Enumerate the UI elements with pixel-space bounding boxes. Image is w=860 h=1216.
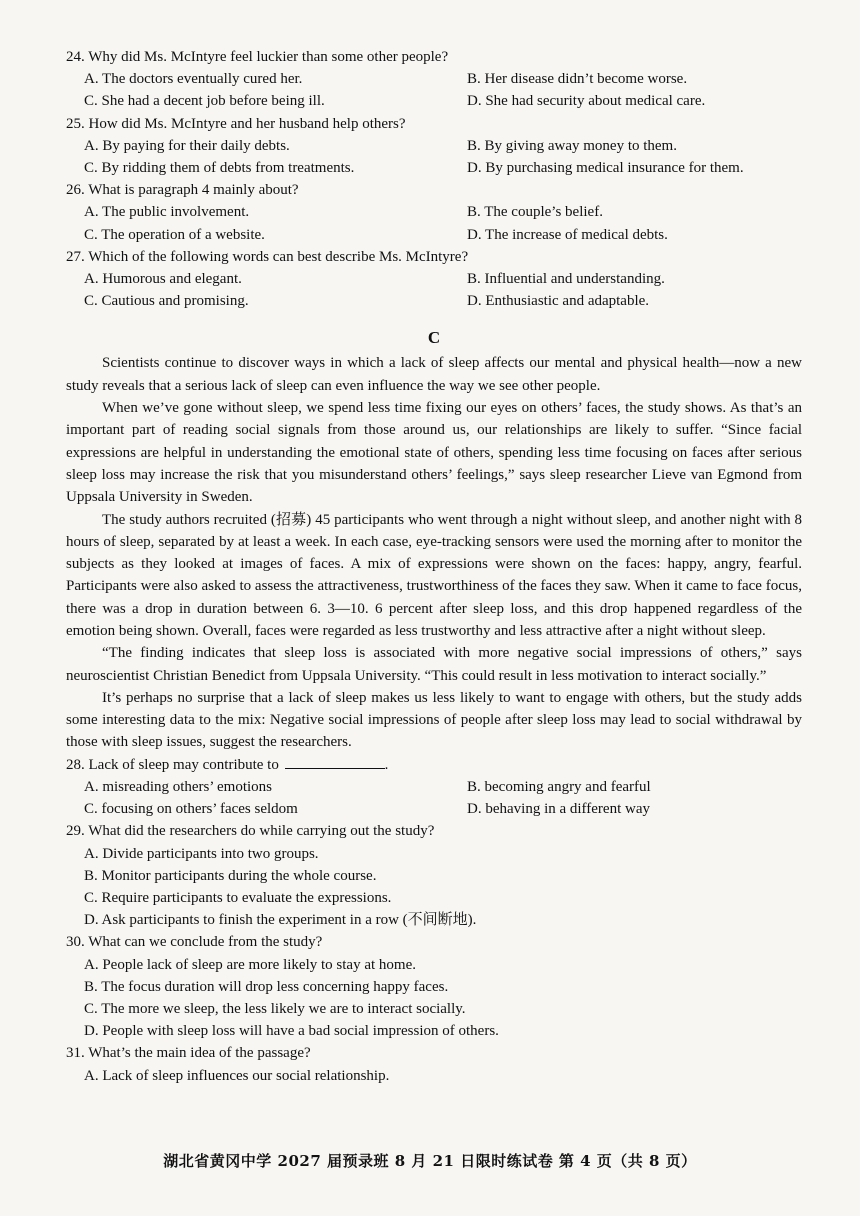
passage-paragraph-1: Scientists continue to discover ways in which a lack of sleep affects our mental and physical health—now a new study reveals that a serious lack of sleep can even influence the way we see other people. bbox=[66, 355, 802, 394]
question-26-option-c: C. The operation of a website. bbox=[84, 226, 265, 243]
question-25-stem: 25. How did Ms. McIntyre and her husband help others? bbox=[66, 115, 406, 132]
passage-paragraph-3: The study authors recruited (招募) 45 participants who went through a night without sleep, and another night with 8 hours of sleep, separated by at least a week. In each case, eye-tracking sensors were used the morning after to monitor the subjects as they looked at images of faces. A mix of expressions were shown on the faces: happy, angry, fearful. Participants were also asked to assess the attractiveness, trustworthiness of the faces they saw. When it came to face focus, there was a drop in duration between 6. 3—10. 6 percent after sleep loss, and this drop happened regardless of the emotion being shown. Overall, faces were regarded as less trustworthy and less attractive after a night without sleep. bbox=[66, 511, 802, 639]
section-heading: C bbox=[427, 328, 441, 348]
question-29-stem: 29. What did the researchers do while carrying out the study? bbox=[66, 823, 435, 840]
question-28-option-b: B. becoming angry and fearful bbox=[467, 778, 651, 795]
question-24-option-c: C. She had a decent job before being ill. bbox=[84, 93, 325, 110]
question-27-option-b: B. Influential and understanding. bbox=[467, 271, 665, 288]
question-26-option-b: B. The couple’s belief. bbox=[467, 204, 603, 221]
passage-paragraph-4: “The finding indicates that sleep loss is associated with more negative social impressions of others,” says neuroscientist Christian Benedict from Uppsala University. “This could result in less motivation to interact socially.” bbox=[66, 645, 802, 684]
question-29-option-c: C. Require participants to evaluate the expressions. bbox=[84, 890, 392, 906]
question-30-option-b: B. The focus duration will drop less concerning happy faces. bbox=[84, 978, 449, 995]
question-26-option-d: D. The increase of medical debts. bbox=[467, 226, 668, 243]
question-25-option-b: B. By giving away money to them. bbox=[467, 137, 677, 154]
question-25-option-c: C. By ridding them of debts from treatments. bbox=[84, 160, 355, 177]
question-25-options bbox=[84, 135, 802, 179]
question-28-stem-text: 28. Lack of sleep may contribute to bbox=[66, 756, 279, 773]
question-30-stem: 30. What can we conclude from the study? bbox=[66, 934, 323, 951]
question-30-option-c: C. The more we sleep, the less likely we are to interact socially. bbox=[84, 1001, 466, 1018]
answer-blank bbox=[285, 756, 385, 769]
question-24-option-a: A. The doctors eventually cured her. bbox=[84, 71, 303, 88]
passage-paragraph-2: When we’ve gone without sleep, we spend less time fixing our eyes on others’ faces, the study shows. As that’s an important part of reading social signals from those around us, our relationships are likely to suffer. “Since facial expressions are helpful in understanding the emotional state of others, spending less time focusing on faces after serious sleep loss may increase the risk that you misunderstand others’ feelings,” says sleep researcher Lieve van Egmond from Uppsala University in Sweden. bbox=[66, 400, 802, 506]
question-27-options bbox=[84, 268, 802, 312]
question-28-options bbox=[84, 776, 802, 820]
page-footer: 湖北省黄冈中学 2027 届预录班 8 月 21 日限时练试卷 第 4 页（共 8 页） bbox=[163, 1152, 697, 1170]
question-29-options bbox=[84, 843, 802, 932]
question-24-option-b: B. Her disease didn’t become worse. bbox=[467, 71, 688, 88]
question-28-stem-end: . bbox=[384, 756, 389, 773]
question-30-option-d: D. People with sleep loss will have a bad social impression of others. bbox=[84, 1023, 499, 1040]
question-26-options bbox=[84, 201, 802, 245]
question-31-stem: 31. What’s the main idea of the passage? bbox=[66, 1045, 311, 1062]
question-27-stem: 27. Which of the following words can best describe Ms. McIntyre? bbox=[66, 248, 469, 265]
question-29-option-a: A. Divide participants into two groups. bbox=[84, 845, 319, 862]
question-24-option-d: D. She had security about medical care. bbox=[467, 93, 706, 110]
question-24-stem: 24. Why did Ms. McIntyre feel luckier than some other people? bbox=[66, 49, 449, 65]
question-29-option-b: B. Monitor participants during the whole course. bbox=[84, 867, 377, 884]
passage-paragraph-5: It’s perhaps no surprise that a lack of sleep makes us less likely to want to engage with others, but the study adds some interesting data to the mix: Negative social impressions of people after sleep loss may lead to social withdrawal by those with sleep issues, suggest the researchers. bbox=[66, 689, 802, 751]
question-29-option-d: D. Ask participants to finish the experiment in a row (不间断地). bbox=[84, 912, 477, 929]
question-28-option-d: D. behaving in a different way bbox=[467, 801, 650, 818]
question-31-options bbox=[84, 1065, 802, 1087]
question-28-option-a: A. misreading others’ emotions bbox=[84, 778, 273, 795]
question-30-option-a: A. People lack of sleep are more likely to stay at home. bbox=[84, 956, 416, 973]
question-28-option-c: C. focusing on others’ faces seldom bbox=[84, 801, 298, 818]
question-25-option-d: D. By purchasing medical insurance for them. bbox=[467, 160, 744, 177]
question-30-options bbox=[84, 954, 802, 1043]
question-27-option-a: A. Humorous and elegant. bbox=[84, 271, 242, 288]
question-31-option-a: A. Lack of sleep influences our social relationship. bbox=[84, 1067, 390, 1084]
question-24-options bbox=[84, 68, 802, 112]
question-28-stem bbox=[66, 754, 802, 776]
question-26-stem: 26. What is paragraph 4 mainly about? bbox=[66, 182, 299, 199]
question-26-option-a: A. The public involvement. bbox=[84, 204, 250, 221]
question-25-option-a: A. By paying for their daily debts. bbox=[84, 137, 290, 154]
question-27-option-d: D. Enthusiastic and adaptable. bbox=[467, 293, 650, 310]
question-27-option-c: C. Cautious and promising. bbox=[84, 293, 249, 310]
